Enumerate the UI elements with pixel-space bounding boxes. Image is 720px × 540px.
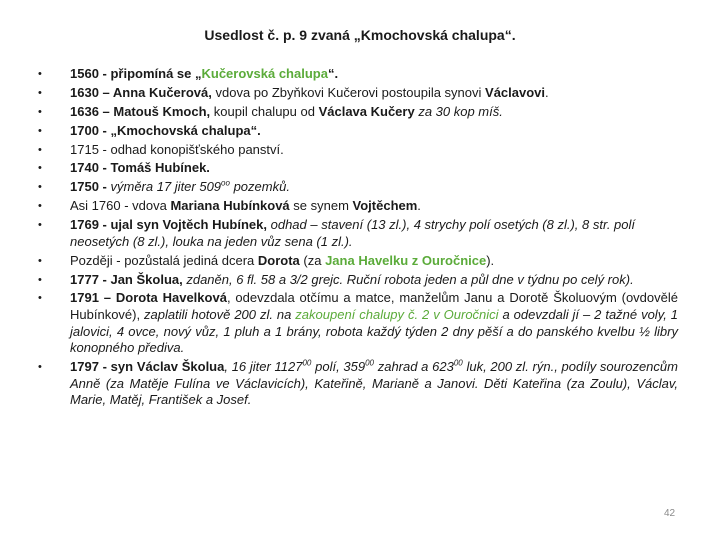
bullet: • <box>38 219 42 232</box>
bullet: • <box>38 68 42 80</box>
bullet: • <box>38 124 42 137</box>
list-item: • 1700 - „Kmochovská chalupa“. <box>38 122 261 138</box>
bullet: • <box>38 86 42 99</box>
bullet: • <box>38 143 42 156</box>
history-list <box>38 66 678 411</box>
list-item: • 1791 – Dorota Havelková, odevzdala otčímu a matce, manželům Janu a Dorotě Školuovým (ovdovělé Hubínkové), zaplatili hotově 200 zl. na zakoupení chalupy č. 2 v Ouročnici a odevzdali jí – 2 tažné voly, 1 jalovici, 4 ovce, nový vůz, 1 pluh a 1 brány, robota každý týden 2 dny pěší a do panského kvelbu ½ libry konopného přediva. <box>38 290 679 356</box>
bullet: • <box>38 292 42 305</box>
slide-title: Usedlost č. p. 9 zvaná „Kmochovská chalupa“. <box>204 27 516 43</box>
list-item: • 1777 - Jan Školua, zdaněn, 6 fl. 58 a 3/2 grejc. Ruční robota jeden a půl dne v týdnu po celý rok). <box>38 271 634 287</box>
list-item: • Později - pozůstalá jediná dcera Dorota (za Jana Havelku z Ouročnice). <box>38 252 495 268</box>
list-item: • 1797 - syn Václav Školua, 16 jiter 1127$^{00}$ polí, $359^{00}$ zahrad a $623^{00}$ luk, 200 zl. rýn., podíly sourozencům Anně (za Matěje Fulína ve Václavicích), Kateřině, Marianě a Janovi. Děti Kateřina (za Zoulu), Václav, Marie, Matěj, František a Josef. <box>38 358 678 408</box>
bullet: • <box>38 361 42 374</box>
bullet: • <box>38 181 42 194</box>
list-item: • 1769 - ujal syn Vojtěch Hubínek, odhad – stavení (13 zl.), 4 strychy polí osetých (8 zl.), 8 str. polí neosetých (8 zl.), louka na jeden vůz sena (1 zl.). <box>38 217 636 249</box>
list-item: • Asi 1760 - vdova Mariana Hubínková se synem Vojtěchem. <box>38 198 421 214</box>
list-item: • 1630 – Anna Kučerová, vdova po Zbyňkovi Kučerovi postoupila synovi Václavovi. <box>38 84 549 100</box>
list-item: • 1560 - připomíná se „Kučerovská chalupa“. <box>38 66 339 81</box>
list-item: • 1740 - Tomáš Hubínek. <box>38 160 210 176</box>
bullet: • <box>38 273 42 286</box>
bullet: • <box>38 162 42 175</box>
list-item: • 1750 - výměra 17 jiter $509^{oo}$ pozemků. <box>38 179 290 195</box>
page-number: 42 <box>664 508 676 519</box>
bullet: • <box>38 200 42 213</box>
list-item: • 1715 - odhad konopišťského panství. <box>38 141 284 157</box>
bullet: • <box>38 105 42 118</box>
list-item: • 1636 – Matouš Kmoch, koupil chalupu od Václava Kučery za 30 kop míš. <box>38 103 503 119</box>
bullet: • <box>38 254 42 267</box>
